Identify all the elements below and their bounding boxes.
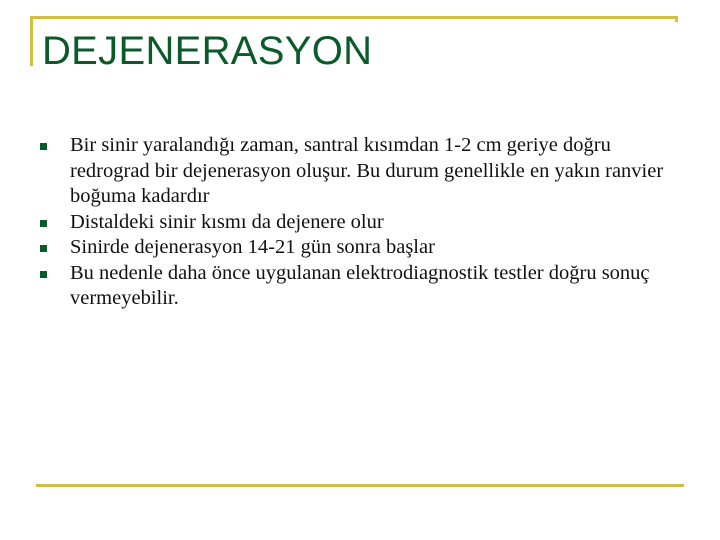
bullet-item bbox=[40, 133, 680, 210]
square-bullet-icon bbox=[40, 143, 47, 150]
bullet-list bbox=[40, 133, 680, 320]
square-bullet-icon bbox=[40, 220, 47, 227]
bullet-item bbox=[40, 210, 680, 236]
square-bullet-icon bbox=[40, 271, 47, 278]
bullet-text: Distaldeki sinir kısmı da dejenere olur bbox=[70, 210, 384, 233]
bullet-text: Sinirde dejenerasyon 14-21 gün sonra başlar bbox=[70, 236, 435, 258]
frame-right-line bbox=[675, 16, 678, 22]
frame-top-line bbox=[30, 16, 678, 19]
slide-title: DEJENERASYON bbox=[42, 29, 373, 73]
bullet-text: Bu nedenle daha önce uygulanan elektrodiagnostik testler doğru sonuç vermeyebilir. bbox=[70, 261, 650, 309]
bullet-text: Bir sinir yaralandığı zaman, santral kısımdan 1-2 cm geriye doğru redrograd bir dejenerasyon oluşur. Bu durum genellikle en yakın ranvier boğuma kadardır bbox=[70, 134, 664, 207]
bullet-item bbox=[40, 261, 680, 312]
frame-bottom-line bbox=[36, 484, 684, 487]
bullet-item bbox=[40, 235, 680, 261]
square-bullet-icon bbox=[40, 245, 47, 252]
frame-left-line bbox=[30, 16, 33, 66]
